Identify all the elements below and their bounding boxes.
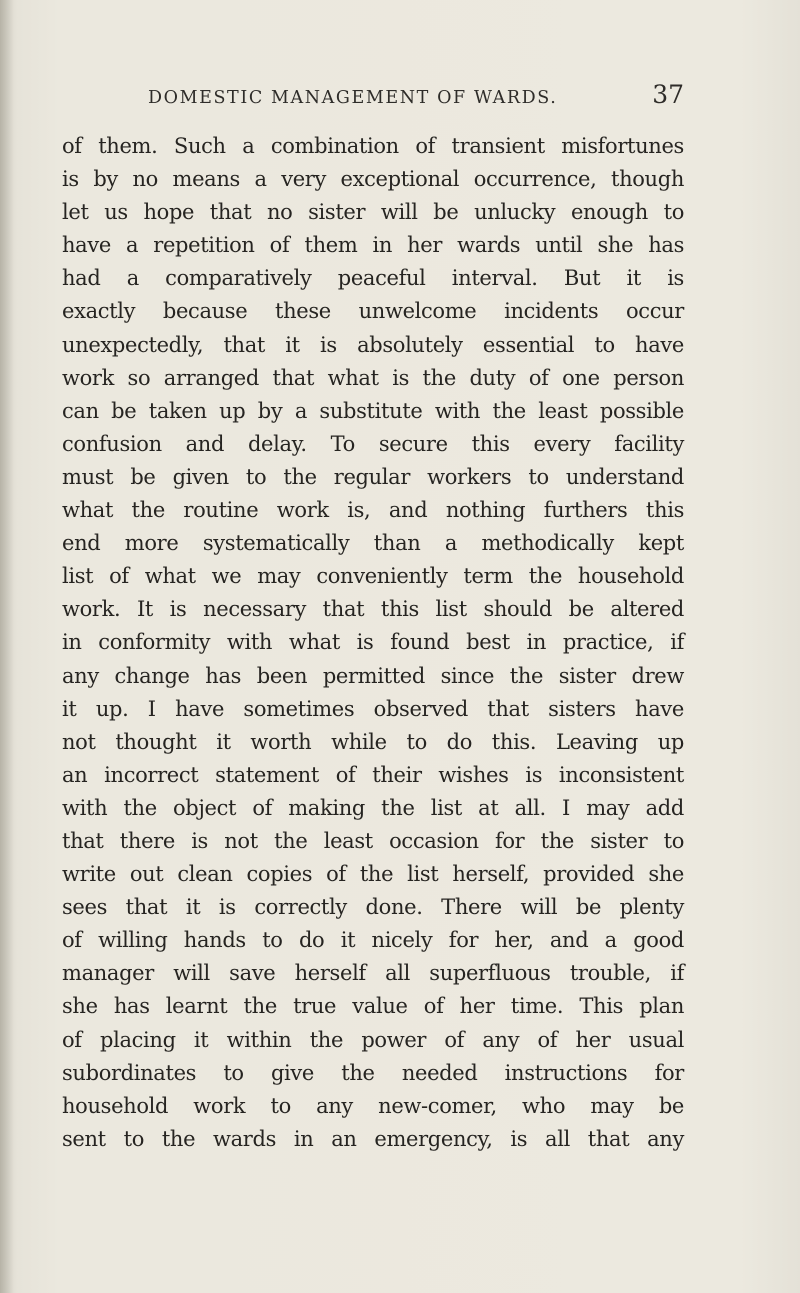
text-line: an incorrect statement of their wishes is inconsistent bbox=[62, 762, 684, 787]
running-header bbox=[62, 80, 684, 112]
text-line: is by no means a very exceptional occurrence, though bbox=[62, 167, 684, 192]
text-line: had a comparatively peaceful interval. But it is bbox=[62, 266, 684, 291]
text-line: it up. I have sometimes observed that sisters have bbox=[62, 696, 684, 721]
binding-shadow bbox=[0, 0, 14, 1293]
text-line: subordinates to give the needed instructions for bbox=[62, 1060, 684, 1085]
text-line: in conformity with what is found best in practice, if bbox=[62, 630, 684, 655]
running-title: DOMESTIC MANAGEMENT OF WARDS. bbox=[148, 88, 558, 108]
text-line: let us hope that no sister will be unlucky enough to bbox=[62, 200, 684, 225]
text-line: household work to any new-comer, who may be bbox=[62, 1093, 684, 1118]
text-line: what the routine work is, and nothing furthers this bbox=[62, 498, 684, 523]
text-line: list of what we may conveniently term the household bbox=[62, 564, 684, 589]
text-line: sent to the wards in an emergency, is all that any bbox=[62, 1126, 684, 1151]
text-line: work. It is necessary that this list should be altered bbox=[62, 597, 684, 622]
text-line: of placing it within the power of any of her usual bbox=[62, 1027, 684, 1052]
text-line: must be given to the regular workers to understand bbox=[62, 464, 684, 489]
text-line: she has learnt the true value of her time. This plan bbox=[62, 994, 684, 1019]
text-line: any change has been permitted since the sister drew bbox=[62, 663, 684, 688]
text-line: with the object of making the list at all. I may add bbox=[62, 795, 684, 820]
text-line: manager will save herself all superfluous trouble, if bbox=[62, 961, 684, 986]
page-number: 37 bbox=[652, 80, 684, 109]
text-line: of them. Such a combination of transient misfortunes bbox=[62, 134, 684, 158]
text-line: not thought it worth while to do this. Leaving up bbox=[62, 729, 684, 754]
text-line: unexpectedly, that it is absolutely essential to have bbox=[62, 332, 684, 357]
text-line: sees that it is correctly done. There will be plenty bbox=[62, 895, 684, 920]
text-line: confusion and delay. To secure this every facility bbox=[62, 431, 684, 456]
text-line: exactly because these unwelcome incidents occur bbox=[62, 299, 684, 324]
text-line: work so arranged that what is the duty of one person bbox=[62, 365, 684, 390]
text-line: write out clean copies of the list herself, provided she bbox=[62, 862, 684, 887]
text-line: of willing hands to do it nicely for her, and a good bbox=[62, 928, 684, 953]
text-line: that there is not the least occasion for the sister to bbox=[62, 828, 684, 853]
text-line: have a repetition of them in her wards until she has bbox=[62, 233, 684, 258]
text-line: end more systematically than a methodically kept bbox=[62, 531, 684, 556]
body-paragraph bbox=[62, 130, 684, 1156]
text-line: can be taken up by a substitute with the least possible bbox=[62, 398, 684, 423]
